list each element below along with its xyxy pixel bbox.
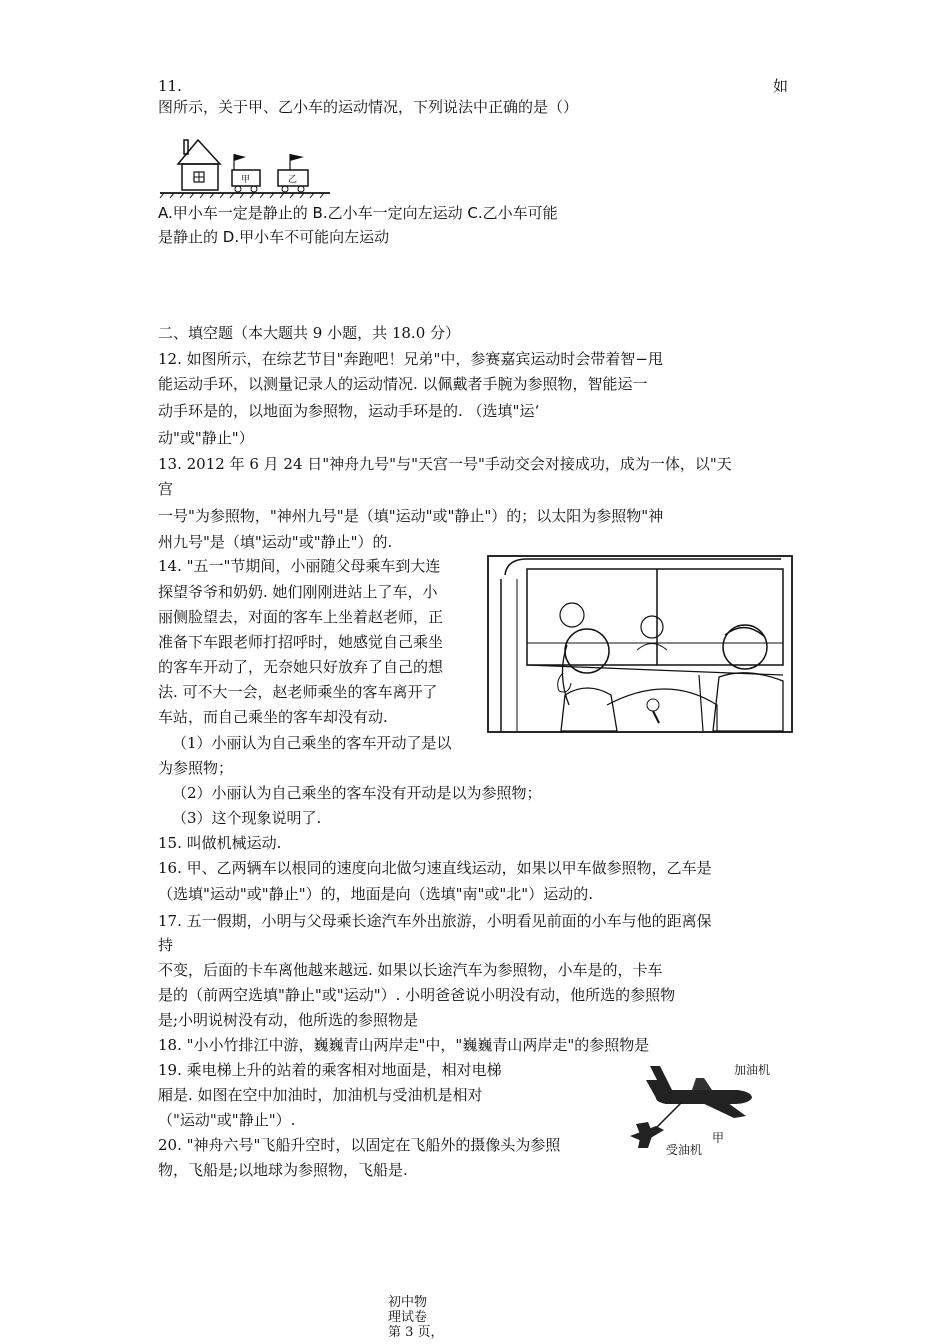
q14-line2: 探望爷爷和奶奶. 她们刚刚进站上了车，小 [158,583,438,601]
q19-jia-label: 甲 [712,1131,725,1145]
q13-line1: 13. 2012 年 6 月 24 日"神舟九号"与"天宫一号"手动交会对接成功，成为一体，以"天 [158,455,732,473]
footer-line1: 初中物 [388,1295,428,1310]
q13-line4: 州九号"是（填"运动"或"静止"）的. [158,533,393,551]
q20-line2: 物，飞船是;以地球为参照物，飞船是. [158,1161,408,1179]
q13-line2: 宫 [158,480,174,498]
q12-line4: 动"或"静止"） [158,429,254,447]
q11-car-yi-label: 乙 [288,175,298,185]
q17-line1: 17. 五一假期，小明与父母乘长途汽车外出旅游，小明看见前面的小车与他的距离保 [158,912,712,930]
q17-line4: 是的（前两空选填"静止"或"运动"）. 小明爸爸说小明没有动，他所选的参照物 [158,986,676,1004]
q11-number: 11. [158,77,182,95]
footer-line2: 理试卷 [388,1310,428,1325]
q11-options-line2: 是静止的 D.甲小车不可能向左运动 [158,228,390,246]
q14-sub1-line1: （1）小丽认为自己乘坐的客车开动了是以 [172,734,452,752]
q14-line5: 的客车开动了，无奈她只好放弃了自己的想 [158,658,444,676]
q17-line2: 持 [158,936,174,954]
q19-line2: 厢是. 如图在空中加油时，加油机与受油机是相对 [158,1086,483,1104]
q18-line1: 18. "小小竹排江中游，巍巍青山两岸走"中，"巍巍青山两岸走"的参照物是 [158,1036,650,1054]
q19-line1: 19. 乘电梯上升的站着的乘客相对地面是，相对电梯 [158,1061,502,1079]
q14-line3: 丽侧脸望去，对面的客车上坐着赵老师，正 [158,608,444,626]
q14-line1: 14. "五一"节期间，小丽随父母乘车到大连 [158,557,441,575]
q17-line3: 不变，后面的卡车离他越来越远. 如果以长途汽车为参照物，小车是的，卡车 [158,961,663,979]
q12-line1: 12. 如图所示，在综艺节目"奔跑吧！兄弟"中，参赛嘉宾运动时会带着智−甩 [158,350,663,368]
q12-line3: 动手环是的，以地面为参照物，运动手环是的. （选填"运‘ [158,402,540,420]
q13-line3: 一号"为参照物，"神州九号"是（填"运动"或"静止"）的；以太阳为参照物"神 [158,507,664,525]
q14-sub3: （3）这个现象说明了. [172,809,322,827]
q19-refuel-figure [626,1056,798,1160]
q11-line-end: 如 [773,77,789,95]
q14-sub1-line2: 为参照物； [158,759,234,777]
q11-car-jia-label: 甲 [241,175,251,185]
q15-line1: 15. 叫做机械运动. [158,834,282,852]
q14-line6: 法. 可不大一会，赵老师乘坐的客车离开了 [158,683,438,701]
q16-line1: 16. 甲、乙两辆车以根同的速度向北做匀速直线运动，如果以甲车做参照物，乙车是 [158,859,712,877]
q12-line2: 能运动手环，以测量记录人的运动情况. 以佩戴者手腕为参照物，智能运一 [158,375,648,393]
q16-line2: （选填"运动"或"静止"）的，地面是向（选填"南"或"北"）运动的. [158,885,593,903]
q11-options-line1: A.甲小车一定是静止的 B.乙小车一定向左运动 C.乙小车可能 [158,204,558,222]
q11-cars-figure [158,128,333,202]
q14-sub2: （2）小丽认为自己乘坐的客车没有开动是以为参照物； [172,784,542,802]
q19-receiver-label: 受油机 [666,1143,703,1157]
q20-line1: 20. "神舟六号"飞船升空时，以固定在飞船外的摄像头为参照 [158,1136,561,1154]
q14-line7: 车站，而自己乘坐的客车却没有动. [158,708,388,726]
footer-page-number: 第 3 页， [388,1325,444,1340]
section-title: 二、填空题（本大题共 9 小题，共 18.0 分） [158,324,461,342]
q19-line3: （"运动"或"静止"）. [158,1111,296,1129]
q14-line4: 准备下车跟老师打招呼时，她感觉自己乘坐 [158,633,444,651]
q19-tanker-label: 加油机 [734,1063,771,1077]
q14-bus-window-figure [487,555,793,733]
q17-line5: 是;小明说树没有动，他所选的参照物是 [158,1011,419,1029]
q11-question-text: 图所示，关于甲、乙小车的运动情况，下列说法中正确的是（） [158,98,579,116]
